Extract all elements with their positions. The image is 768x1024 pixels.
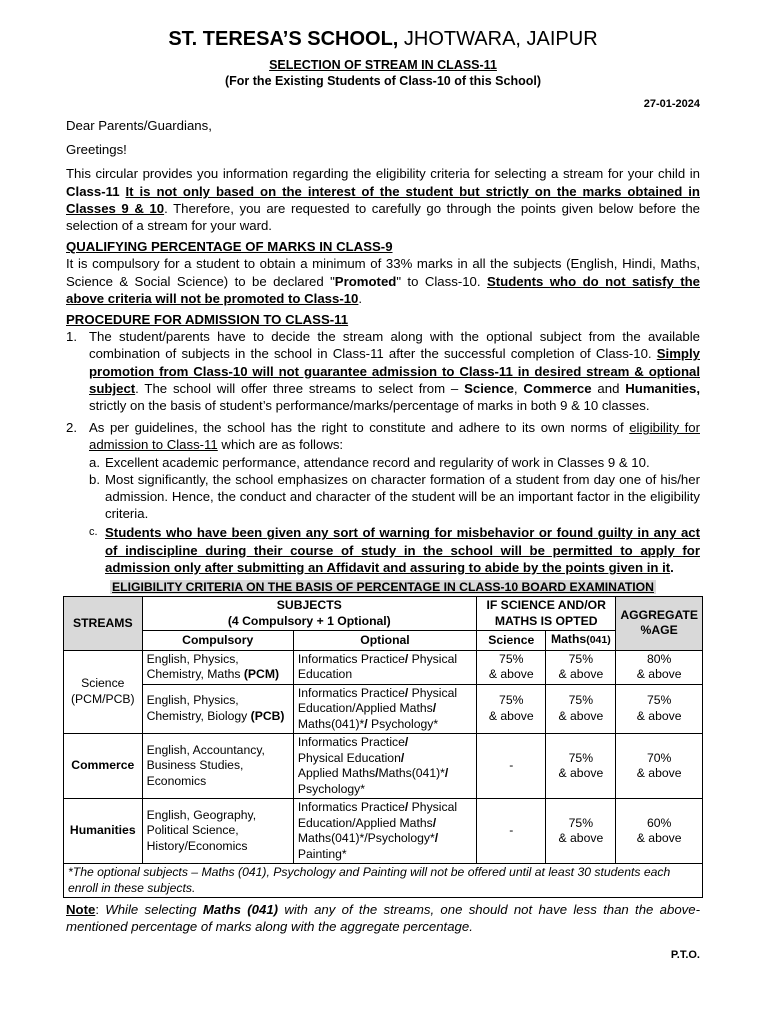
pcm-aggregate-pct: 80% & above xyxy=(616,650,703,684)
pcm-optional: Informatics Practice/ Physical Education xyxy=(293,650,476,684)
header-maths: Maths(041) xyxy=(546,631,616,651)
header-aggregate: AGGREGATE %AGE xyxy=(616,597,703,651)
header-optional: Optional xyxy=(293,631,476,651)
norm-b: b. Most significantly, the school emphasizes on character formation of a student from day one of his/her admission. Hence, the conduct and character of the student will be an important factor in the eligibility criteria. xyxy=(89,471,700,522)
pcb-science-pct: 75% & above xyxy=(477,684,546,734)
pcb-aggregate-pct: 75% & above xyxy=(616,684,703,734)
intro-paragraph: This circular provides you information regarding the eligibility criteria for selecting a stream for your child in Class-11 It is not only based on the interest of the student but strictly on the marks obtained in Classes 9 & 10. Therefore, you are requested to carefully go through the points given below before the selection of a stream for your ward. xyxy=(66,166,700,234)
table-footnote-row xyxy=(64,864,703,898)
table-row-commerce xyxy=(64,734,703,799)
table-header-row xyxy=(64,597,703,631)
intro-emphasis: It is not only based on the interest of the student but strictly on the marks obtained in Classes 9 & 10 xyxy=(66,183,700,216)
humanities-science-pct: - xyxy=(477,799,546,864)
table-subheader-row xyxy=(64,631,703,651)
eligibility-table xyxy=(63,596,703,898)
commerce-optional: Informatics Practice/ Physical Education/ Applied Maths/Maths(041)*/ Psychology* xyxy=(293,734,476,799)
table-row-pcm xyxy=(64,650,703,684)
header-if-science-maths: IF SCIENCE AND/OR MATHS IS OPTED xyxy=(477,597,616,631)
procedure-item-2: 2. As per guidelines, the school has the right to constitute and adhere to its own norms of eligibility for admission to Class-11 which are as follows: a. Excellent academic performance, attendance record and regularity of work in Classes 9 & 10. b. Most significantly, the school emphasizes on character formation of a student from day one of his/her admission. Hence, the conduct and character of the student will be an important factor in the eligibility criteria. c. Students who have been given any sort of warning for misbehavior or found guilty in any act of indiscipline during their course of study in the school will be permitted to apply for admission only after submitting an Affidavit and assuring to abide by the points given in it. xyxy=(66,420,700,575)
procedure-item-1: 1. The student/parents have to decide the stream along with the optional subject from the available combination of subjects in the school in Class-11 after the successful completion of Class-10. Simply promotion from Class-10 will not guarantee admission to Class-11 in desired stream & optional subject. The school will offer three streams to select from – Science, Commerce and Humanities, strictly on the basis of student’s performance/marks/percentage of marks in both 9 & 10 classes. xyxy=(66,329,700,414)
school-location: JHOTWARA, JAIPUR xyxy=(398,28,598,50)
header-subjects: SUBJECTS (4 Compulsory + 1 Optional) xyxy=(142,597,477,631)
header-streams: STREAMS xyxy=(64,597,143,651)
promotion-warning: Students who do not satisfy the above criteria will not be promoted to Class-10 xyxy=(66,273,700,306)
pcb-compulsory: English, Physics, Chemistry, Biology (PCB) xyxy=(142,684,293,734)
maths-note: Note: While selecting Maths (041) with any of the streams, one should not have less than the above-mentioned percentage of marks along with the aggregate percentage. xyxy=(66,902,700,935)
circular-date: 27-01-2024 xyxy=(643,98,700,110)
pcb-optional: Informatics Practice/ Physical Education/Applied Maths/ Maths(041)*/ Psychology* xyxy=(293,684,476,734)
qualifying-heading: QUALIFYING PERCENTAGE OF MARKS IN CLASS-9 xyxy=(66,239,393,255)
eligibility-table-heading: ELIGIBILITY CRITERIA ON THE BASIS OF PERCENTAGE IN CLASS-10 BOARD EXAMINATION xyxy=(112,580,654,595)
pcm-science-pct: 75% & above xyxy=(477,650,546,684)
procedure-heading: PROCEDURE FOR ADMISSION TO CLASS-11 xyxy=(66,312,349,328)
stream-humanities: Humanities xyxy=(64,799,143,864)
humanities-compulsory: English, Geography, Political Science, History/Economics xyxy=(142,799,293,864)
salutation: Dear Parents/Guardians, xyxy=(66,118,212,133)
school-title xyxy=(66,26,700,52)
norm-c: c. Students who have been given any sort of warning for misbehavior or found guilty in any act of indiscipline during their course of study in the school will be permitted to apply for admission only after submitting an Affidavit and assuring to abide by the points given in it. xyxy=(89,525,700,575)
qualifying-paragraph: It is compulsory for a student to obtain a minimum of 33% marks in all the subjects (English, Hindi, Maths, Science & Social Science) to be declared "Promoted" to Class-10. Students who do not satisfy the above criteria will not be promoted to Class-10. xyxy=(66,256,700,306)
header-compulsory: Compulsory xyxy=(142,631,293,651)
commerce-science-pct: - xyxy=(477,734,546,799)
humanities-aggregate-pct: 60% & above xyxy=(616,799,703,864)
procedure-list xyxy=(66,328,700,576)
table-row-humanities xyxy=(64,799,703,864)
humanities-maths-pct: 75% & above xyxy=(546,799,616,864)
commerce-compulsory: English, Accountancy, Business Studies, Economics xyxy=(142,734,293,799)
header-science: Science xyxy=(477,631,546,651)
table-row-pcb xyxy=(64,684,703,734)
stream-science: Science (PCM/PCB) xyxy=(64,650,143,734)
stream-commerce: Commerce xyxy=(64,734,143,799)
commerce-maths-pct: 75% & above xyxy=(546,734,616,799)
optional-subjects-footnote: *The optional subjects – Maths (041), Psychology and Painting will not be offered until at least 30 students each enroll in these subjects. xyxy=(64,864,703,898)
please-turn-over: P.T.O. xyxy=(670,949,700,962)
norm-a: a. Excellent academic performance, attendance record and regularity of work in Classes 9 & 10. xyxy=(89,454,650,470)
commerce-aggregate-pct: 70% & above xyxy=(616,734,703,799)
pcb-maths-pct: 75% & above xyxy=(546,684,616,734)
circular-page xyxy=(66,26,700,965)
eligibility-norms-list xyxy=(89,454,700,576)
pcm-maths-pct: 75% & above xyxy=(546,650,616,684)
greeting: Greetings! xyxy=(66,142,127,158)
circular-subject: SELECTION OF STREAM IN CLASS-11 xyxy=(269,58,497,72)
humanities-optional: Informatics Practice/ Physical Education/Applied Maths/ Maths(041)*/Psychology*/ Painting* xyxy=(293,799,476,864)
circular-audience: (For the Existing Students of Class-10 of this School) xyxy=(225,74,541,88)
pcm-compulsory: English, Physics, Chemistry, Maths (PCM) xyxy=(142,650,293,684)
school-name: ST. TERESA’S SCHOOL, xyxy=(168,28,399,50)
